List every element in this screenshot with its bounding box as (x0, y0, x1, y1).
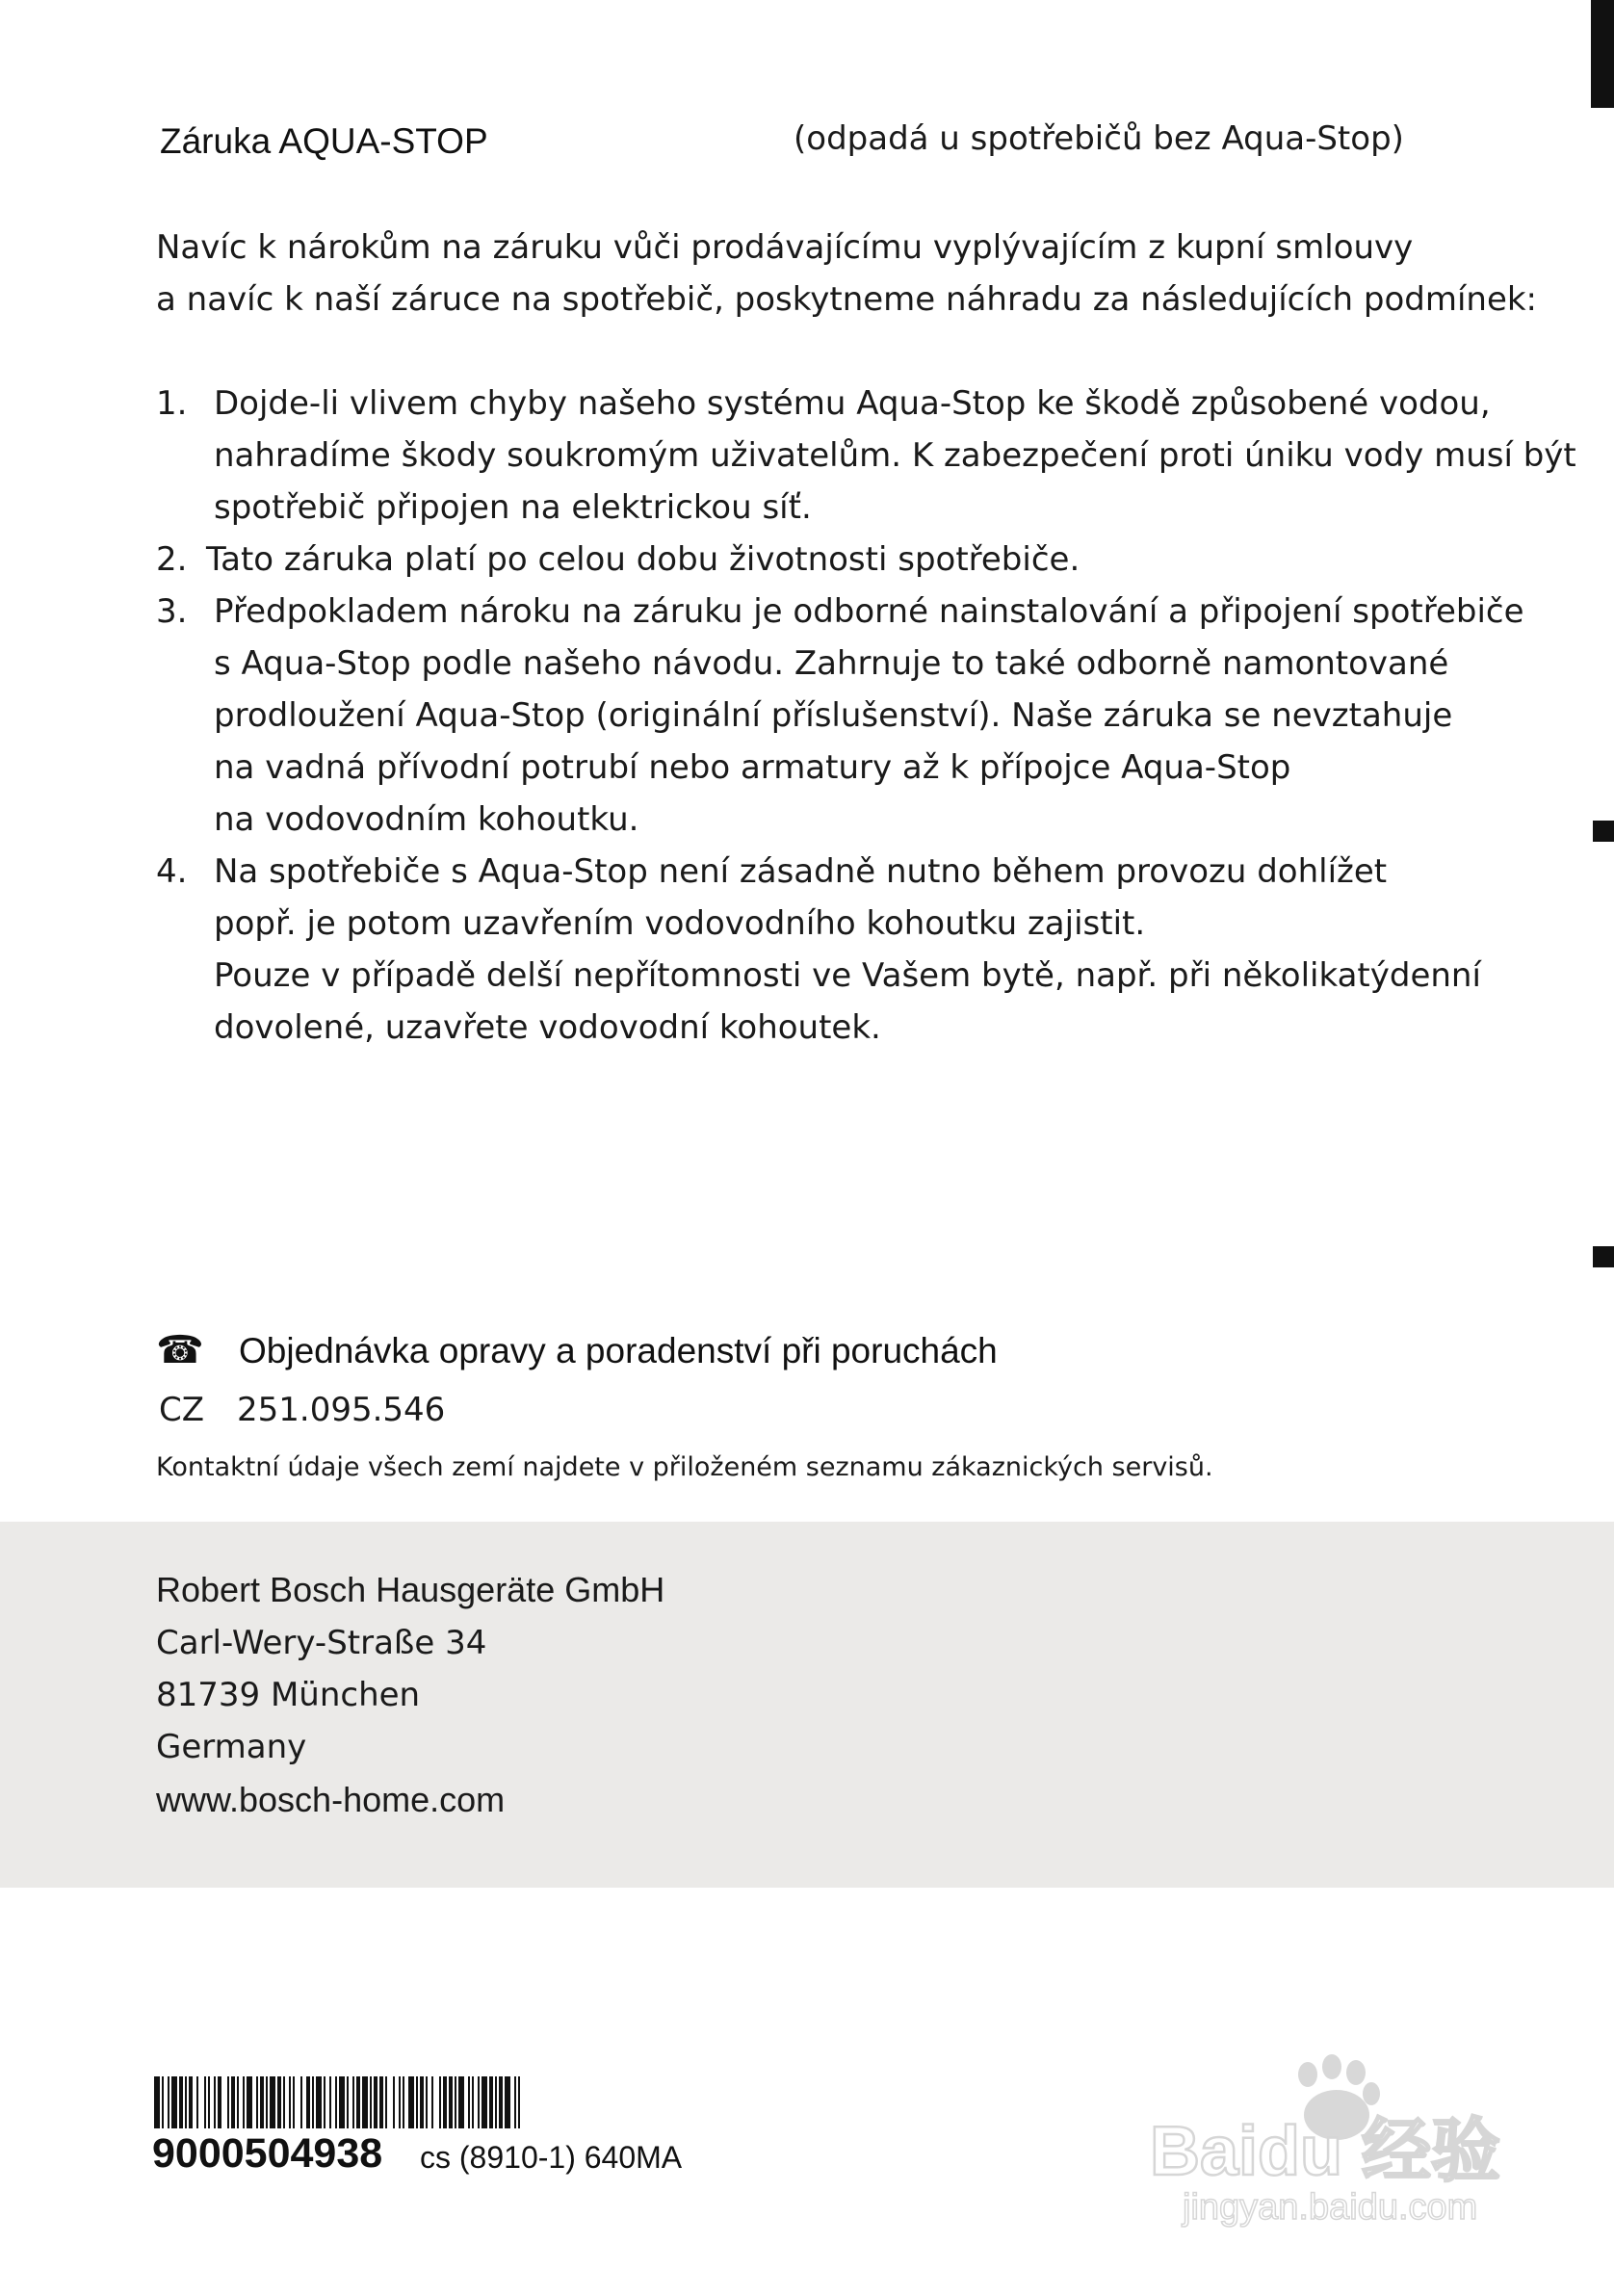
barcode-bar (431, 2076, 433, 2128)
barcode-bar (289, 2076, 291, 2128)
barcode-bar (316, 2076, 322, 2128)
barcode-bar (478, 2076, 480, 2128)
barcode-bar (270, 2076, 275, 2128)
barcode-bar (472, 2076, 474, 2128)
barcode-bar (162, 2076, 164, 2128)
conditions-list (156, 378, 1581, 1054)
barcode-bar (352, 2076, 354, 2128)
barcode-bar (443, 2076, 447, 2128)
list-line: Dojde-li vlivem chyby našeho systému Aqua-Stop ke škodě způsobené vodou, (214, 384, 1491, 423)
barcode-bar (293, 2076, 295, 2128)
barcode-bar (403, 2076, 404, 2128)
barcode-bar (185, 2076, 187, 2128)
address-country: Germany (156, 1728, 307, 1766)
list-number: 2. (156, 540, 188, 579)
page-title: Záruka AQUA-STOP (160, 121, 488, 161)
list-line: na vodovodním kohoutku. (214, 800, 639, 839)
barcode-bar (468, 2076, 470, 2128)
address-city: 81739 München (156, 1676, 421, 1714)
barcode-bar (393, 2076, 395, 2128)
baidu-watermark (1144, 2048, 1529, 2231)
barcode-bar (339, 2076, 345, 2128)
intro-line: a navíc k naší záruce na spotřebič, poskytneme náhradu za následujících podmínek: (156, 280, 1538, 319)
barcode-bar (218, 2076, 221, 2128)
barcode-bar (420, 2076, 424, 2128)
barcode-bar (214, 2076, 216, 2128)
barcode-bar (204, 2076, 206, 2128)
list-line: Pouze v případě delší nepřítomnosti ve Vašem bytě, např. při několikatýdenní (214, 956, 1481, 995)
list-line: Na spotřebiče s Aqua-Stop není zásadně nutno během provozu dohlížet (214, 852, 1388, 891)
barcode-bar (482, 2076, 487, 2128)
list-line: nahradíme škody soukromým uživatelům. K zabezpečení proti úniku vody musí být (214, 436, 1576, 475)
barcode-bar (312, 2076, 314, 2128)
barcode-bar (408, 2076, 414, 2128)
barcode-bar (370, 2076, 372, 2128)
list-item (156, 378, 1581, 534)
barcode-bar (399, 2076, 401, 2128)
barcode-bar (329, 2076, 331, 2128)
list-line: na vadná přívodní potrubí nebo armatury až k přípojce Aqua-Stop (214, 748, 1291, 787)
address-street: Carl-Wery-Straße 34 (156, 1624, 487, 1662)
list-number: 1. (156, 384, 188, 423)
list-number: 3. (156, 592, 188, 631)
barcode-bar (306, 2076, 310, 2128)
barcode-bar (324, 2076, 325, 2128)
list-line: dovolené, uzavřete vodovodní kohoutek. (214, 1008, 881, 1047)
barcode-bar (379, 2076, 383, 2128)
barcode-bar (426, 2076, 428, 2128)
intro-paragraph (156, 222, 1562, 326)
barcode-bar (256, 2076, 258, 2128)
website-link[interactable]: www.bosch-home.com (156, 1780, 506, 1819)
barcode-bar (335, 2076, 337, 2128)
contact-note: Kontaktní údaje všech zemí najdete v přiloženém seznamu zákaznických servisů. (156, 1452, 1213, 1482)
barcode-bar (505, 2076, 510, 2128)
barcode-bar (514, 2076, 516, 2128)
list-item (156, 534, 1581, 586)
country-code: CZ (159, 1391, 205, 1429)
list-line: spotřebič připojen na elektrickou síť. (214, 488, 812, 527)
barcode-bar (300, 2076, 302, 2128)
barcode-bar (231, 2076, 235, 2128)
barcode-bar (196, 2076, 198, 2128)
watermark-logo: Baidu 经验 (1150, 2113, 1501, 2190)
product-code-suffix: cs (8910-1) 640MA (420, 2140, 683, 2175)
edge-tab-middle (1593, 821, 1614, 842)
page-subtitle: (odpadá u spotřebičů bez Aqua-Stop) (794, 119, 1404, 158)
barcode-bar (499, 2076, 503, 2128)
service-heading: Objednávka opravy a poradenství při poruchách (239, 1331, 998, 1370)
barcode-bar (260, 2076, 264, 2128)
list-number: 4. (156, 852, 188, 891)
service-phone-number: 251.095.546 (237, 1391, 446, 1429)
barcode-bar (179, 2076, 183, 2128)
barcode-bar (458, 2076, 464, 2128)
barcode-bar (154, 2076, 160, 2128)
barcode-bar (489, 2076, 493, 2128)
barcode-bar (439, 2076, 441, 2128)
list-line: s Aqua-Stop podle našeho návodu. Zahrnuje to také odborně namontované (214, 644, 1449, 683)
intro-line: Navíc k nárokům na záruku vůči prodávajícímu vyplývajícím z kupní smlouvy (156, 228, 1414, 267)
barcode-bar (356, 2076, 360, 2128)
edge-tab-top (1591, 0, 1614, 108)
telephone-icon: ☎ (156, 1328, 204, 1372)
barcode-bar (277, 2076, 281, 2128)
barcode-bar (247, 2076, 252, 2128)
barcode-bar (347, 2076, 349, 2128)
barcode-bar (283, 2076, 285, 2128)
barcode-bar (374, 2076, 377, 2128)
company-name: Robert Bosch Hausgeräte GmbH (156, 1570, 665, 1609)
barcode-bar (449, 2076, 453, 2128)
list-line: popř. je potom uzavřením vodovodního kohoutku zajistit. (214, 904, 1146, 943)
barcode-bar (362, 2076, 368, 2128)
barcode-bar (266, 2076, 268, 2128)
barcode-bar (208, 2076, 210, 2128)
barcode-bar (495, 2076, 497, 2128)
barcode-bar (189, 2076, 193, 2128)
barcode-bar (385, 2076, 387, 2128)
barcode-bar (168, 2076, 169, 2128)
barcode (154, 2076, 651, 2128)
barcode-bar (416, 2076, 418, 2128)
barcode-bar (243, 2076, 245, 2128)
barcode-bar (227, 2076, 229, 2128)
list-line: Předpokladem nároku na záruku je odborné nainstalování a připojení spotřebiče (214, 592, 1524, 631)
list-item (156, 586, 1581, 846)
watermark-url: jingyan.baidu.com (1183, 2187, 1478, 2228)
list-line: Tato záruka platí po celou dobu životnosti spotřebiče. (206, 540, 1080, 579)
barcode-bar (455, 2076, 456, 2128)
barcode-bar (518, 2076, 520, 2128)
list-item (156, 846, 1581, 1054)
list-line: prodloužení Aqua-Stop (originální příslušenství). Naše záruka se nevztahuje (214, 696, 1453, 735)
barcode-bar (171, 2076, 177, 2128)
product-code: 9000504938 (152, 2130, 383, 2177)
barcode-bar (237, 2076, 239, 2128)
edge-tab-lower (1593, 1246, 1614, 1267)
